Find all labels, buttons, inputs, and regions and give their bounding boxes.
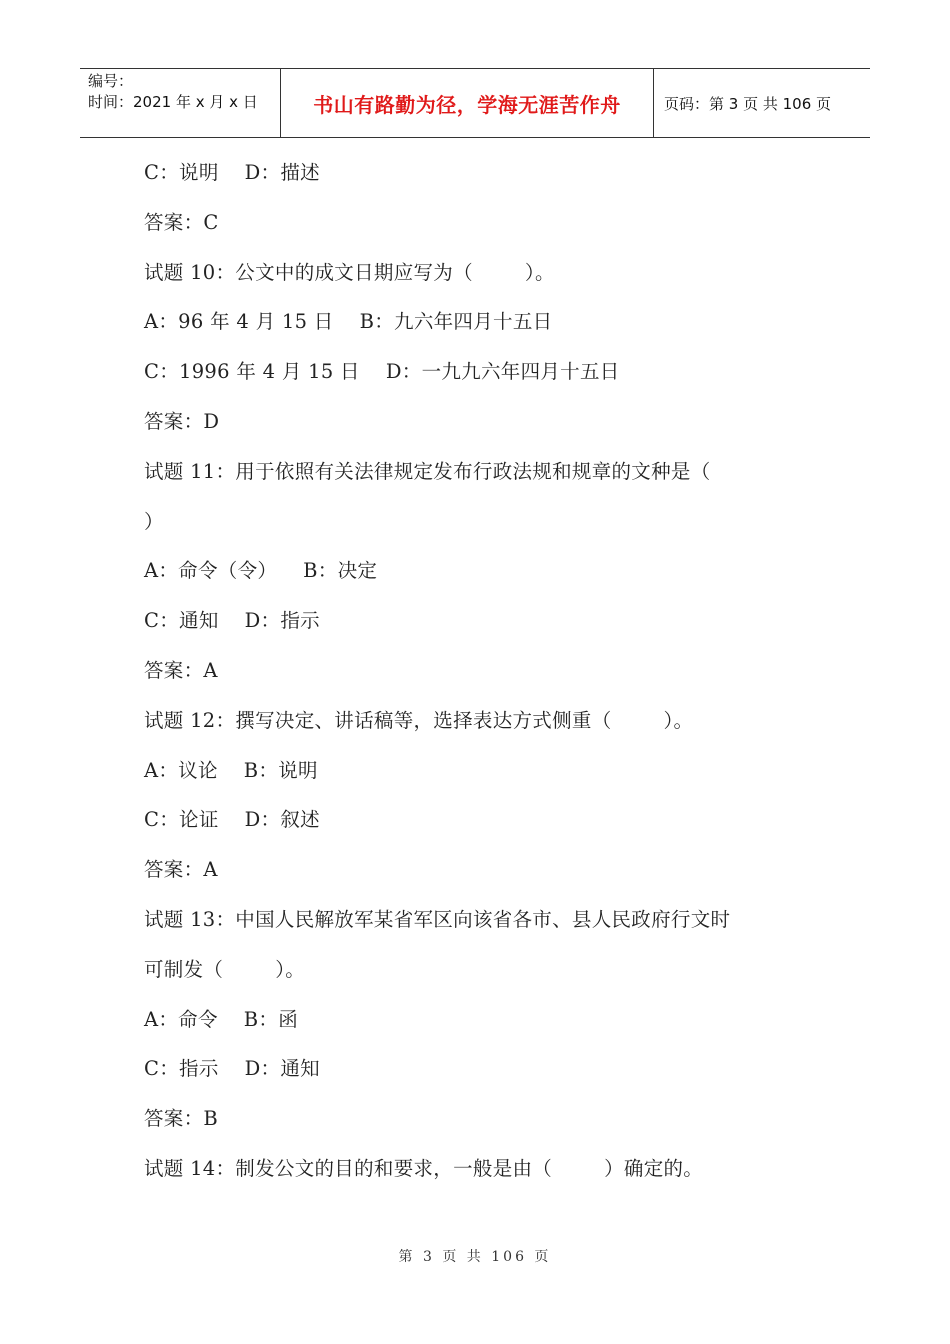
text-line: C：指示 D：通知	[144, 1057, 320, 1081]
text-line: A：议论 B：说明	[144, 758, 318, 782]
text-line: 试题 13：中国人民解放军某省军区向该省各市、县人民政府行文时	[144, 907, 731, 931]
document-body	[144, 150, 804, 1196]
text-line: C：1996 年 4 月 15 日 D：一九九六年四月十五日	[144, 360, 620, 384]
text-line: C：论证 D：叙述	[144, 808, 320, 832]
text-line: 试题 11：用于依照有关法律规定发布行政法规和规章的文种是（	[144, 459, 711, 483]
document-number-label: 编号：	[88, 72, 134, 90]
header-meta-cell	[80, 69, 281, 137]
document-time-label: 时间：2021 年 x 月 x 日	[88, 93, 258, 111]
text-line: 答案：D	[144, 409, 220, 433]
text-line: 试题 14：制发公文的目的和要求，一般是由（ ）确定的。	[144, 1156, 704, 1180]
text-line: C：通知 D：指示	[144, 609, 320, 633]
text-line: C：说明 D：描述	[144, 161, 320, 184]
text-line: 答案：C	[144, 210, 219, 234]
text-line: ）	[144, 509, 164, 533]
header-motto: 书山有路勤为径，学海无涯苦作舟	[313, 92, 621, 117]
text-line: A：96 年 4 月 15 日 B：九六年四月十五日	[144, 310, 553, 334]
text-line: 答案：B	[144, 1107, 219, 1131]
text-line: 答案：A	[144, 858, 218, 882]
page-footer: 第 3 页 共 106 页	[398, 1249, 552, 1265]
text-line: A：命令（令） B：决定	[144, 559, 378, 583]
header-motto-cell	[281, 69, 654, 137]
text-line: 试题 10：公文中的成文日期应写为（ ）。	[144, 260, 555, 284]
header-page-cell	[654, 69, 870, 137]
header-page-label: 页码：第 3 页 共 106 页	[664, 94, 832, 113]
text-line: 试题 12：撰写决定、讲话稿等，选择表达方式侧重（ ）。	[144, 708, 694, 732]
header-table	[80, 68, 870, 138]
text-line: 答案：A	[144, 658, 218, 682]
text-line: 可制发（ ）。	[144, 957, 306, 981]
text-line: A：命令 B：函	[144, 1007, 299, 1031]
